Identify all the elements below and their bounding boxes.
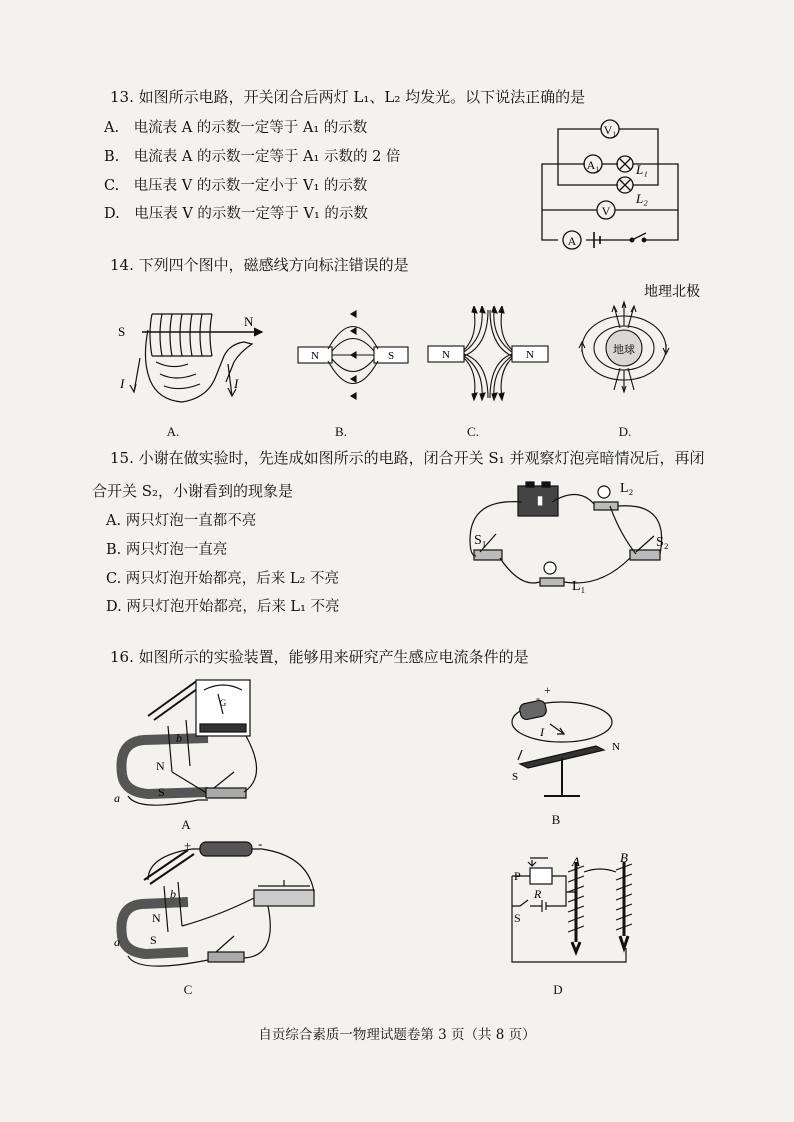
fig-d-r-label: R <box>534 887 542 901</box>
page-footer: 自贡综合素质一物理试题卷第 3 页（共 8 页） <box>258 1027 536 1043</box>
fig-b-s-label: S <box>512 771 519 783</box>
q15-option-b: B. 两只灯泡一直亮 <box>106 542 228 558</box>
fig-b-plus-label: + <box>544 684 551 697</box>
fig-b-n-label: N <box>612 741 620 753</box>
fig-c-plus-label: + <box>184 838 192 853</box>
fig-d-s-label: S <box>514 911 521 925</box>
a-label: A <box>567 234 577 248</box>
q16-stem: 16. 如图所示的实验装置，能够用来研究产生感应电流条件的是 <box>110 648 529 666</box>
fig-b-i-label: I <box>540 725 544 739</box>
a1-label: A₁ <box>586 158 600 172</box>
q13-option-c: C. 电压表 V 的示数一定小于 V₁ 的示数 <box>104 178 368 194</box>
switch-icon <box>206 788 246 798</box>
l1-label: L₁ <box>636 162 648 177</box>
svg-text:▮: ▮ <box>536 493 544 507</box>
q15-stem-line2: 合开关 S₂，小谢看到的现象是 <box>92 482 294 500</box>
fig-a-s-label: S <box>158 785 165 799</box>
q15-stem-line1: 15. 小谢在做实验时，先连成如图所示的电路，闭合开关 S₁ 并观察灯泡亮暗情况后，再闭 <box>110 449 705 467</box>
fig-c-b-label: b <box>170 887 176 901</box>
solenoid-icon <box>200 842 252 856</box>
q14-figure-a <box>112 300 272 410</box>
q15-option-c: C. 两只灯泡开始都亮，后来 L₂ 不亮 <box>106 571 339 587</box>
fig-d-p-label: P <box>514 869 521 883</box>
fig-c-s-label: S <box>150 933 157 947</box>
l2-label: L₂ <box>620 481 634 496</box>
rheostat-icon <box>254 890 314 906</box>
rheostat-r-icon <box>530 868 552 884</box>
fig-c-minus-label: - <box>258 836 263 851</box>
q14-figure-b <box>294 306 418 402</box>
q14-caption-b: B. <box>335 424 347 439</box>
s1-label: S₁ <box>474 533 487 548</box>
q13-circuit-diagram <box>528 112 688 252</box>
fig-a-n-label: N <box>156 759 165 773</box>
q13-option-a: A. 电流表 A 的示数一定等于 A₁ 的示数 <box>104 120 368 136</box>
fig-b-n-label: N <box>311 350 319 362</box>
fig-b-minus-label: - <box>536 691 540 705</box>
q14-stem: 14. 下列四个图中，磁感线方向标注错误的是 <box>110 256 409 274</box>
q16-figure-b <box>500 684 630 804</box>
q15-circuit-diagram <box>460 478 692 600</box>
fig-d-coil-a-label: A <box>572 854 580 869</box>
q16-caption-b: B <box>551 812 561 827</box>
fig-a-a-label: a <box>114 791 120 805</box>
fig-a-i-left-label: I <box>120 376 125 391</box>
switch-icon <box>208 952 244 962</box>
q16-caption-a: A <box>181 817 191 832</box>
s2-label: S₂ <box>656 535 669 550</box>
fig-c-n-label: N <box>152 911 161 925</box>
q14-caption-d: D. <box>618 424 632 439</box>
bulb-l1-icon <box>544 562 556 574</box>
q13-stem: 13. 如图所示电路，开关闭合后两灯 L₁、L₂ 均发光。以下说法正确的是 <box>110 88 586 106</box>
switch-s1-icon <box>474 550 502 560</box>
l2-label: L₂ <box>636 191 648 206</box>
fig-b-s-label: S <box>387 350 395 362</box>
q13-option-b: B. 电流表 A 的示数一定等于 A₁ 示数的 2 倍 <box>104 149 401 165</box>
q16-figure-d <box>502 852 652 978</box>
earth-label: 地球 <box>613 344 635 356</box>
q14-figure-c <box>424 306 554 402</box>
q16-figure-a <box>108 676 278 816</box>
q13-option-d: D. 电压表 V 的示数一定等于 V₁ 的示数 <box>104 206 368 222</box>
bulb-l2-icon <box>598 486 610 498</box>
q14-caption-a: A. <box>166 424 180 439</box>
v-label: V <box>601 204 611 218</box>
q15-option-d: D. 两只灯泡开始都亮，后来 L₁ 不亮 <box>106 599 340 615</box>
q16-figure-c <box>108 836 342 980</box>
geo-north-label: 地理北极 <box>644 285 700 300</box>
fig-a-i-right-label: I <box>234 376 239 391</box>
l1-label: L₁ <box>572 579 586 594</box>
q14-caption-c: C. <box>467 424 479 439</box>
fig-c-a-label: a <box>114 935 120 949</box>
q14-figure-d <box>576 282 716 414</box>
q15-option-a: A. 两只灯泡一直都不亮 <box>106 513 257 529</box>
fig-a-s-label: S <box>118 324 126 339</box>
q16-caption-c: C <box>183 982 193 997</box>
fig-d-coil-b-label: B <box>620 852 628 865</box>
fig-c-n-left-label: N <box>442 349 450 361</box>
q16-caption-d: D <box>553 982 563 997</box>
fig-a-g-label: G <box>219 698 227 708</box>
v1-label: V₁ <box>603 123 617 137</box>
fig-a-b-label: b <box>176 731 182 745</box>
fig-c-n-right-label: N <box>526 349 534 361</box>
fig-a-n-label: N <box>244 314 254 329</box>
